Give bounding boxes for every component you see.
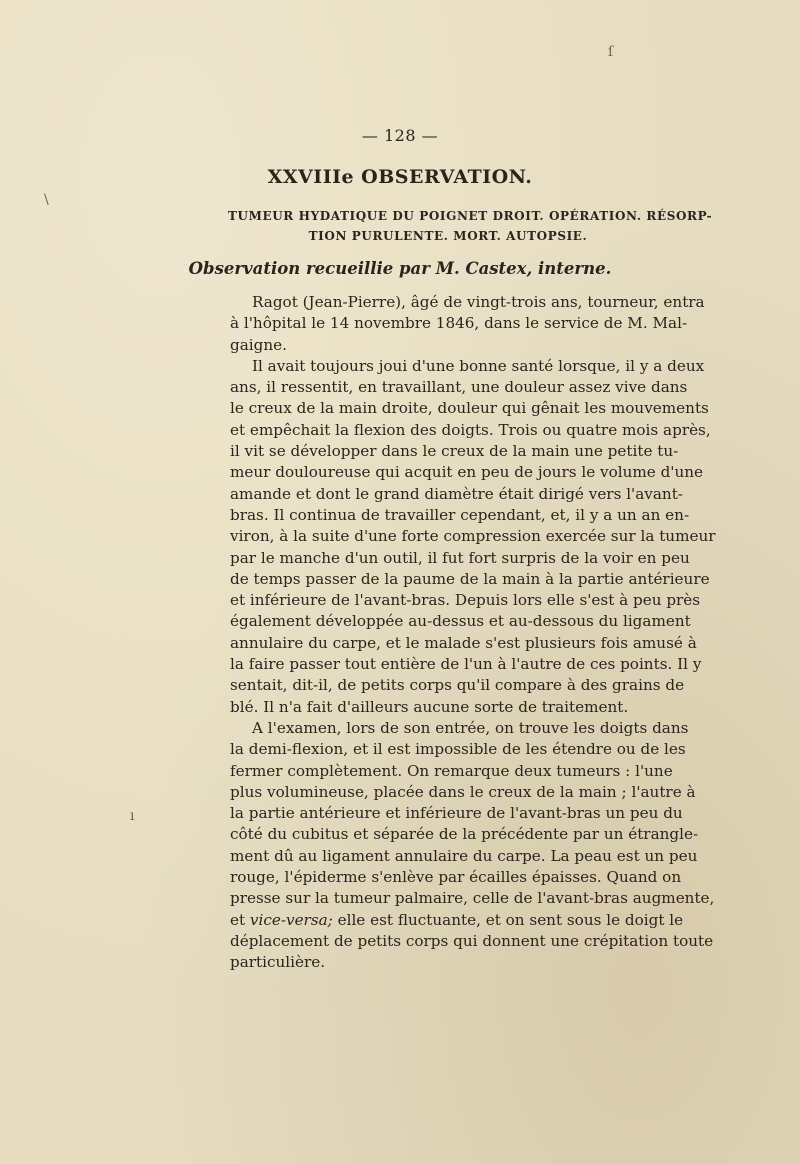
page-number: — 128 — <box>361 126 439 145</box>
text-fragment: elle est fluctuante, et on sent sous le doigt le <box>332 910 684 929</box>
text-line: ment dû au ligament annulaire du carpe. La peau est un peu <box>230 846 698 865</box>
text-line: sentait, dit-il, de petits corps qu'il compare à des grains de <box>230 676 685 695</box>
observation-subtitle <box>228 206 713 246</box>
observation-title: XXVIIIe OBSERVATION. <box>267 166 533 188</box>
text-line: fermer complètement. On remarque deux tumeurs : l'une <box>230 761 673 780</box>
text-line: bras. Il continua de travailler cependant, et, il y a un an en- <box>230 505 690 524</box>
text-line: A l'examen, lors de son entrée, on trouve les doigts dans <box>252 718 689 737</box>
text-line: de temps passer de la paume de la main à la partie antérieure <box>230 569 710 588</box>
text-line: Ragot (Jean-Pierre), âgé de vingt-trois ans, tourneur, entra <box>252 293 705 311</box>
text-line: et inférieure de l'avant-bras. Depuis lors elle s'est à peu près <box>230 591 701 610</box>
text-line: blé. Il n'a fait d'ailleurs aucune sorte de traitement. <box>230 697 629 716</box>
italic-term: vice-versa; <box>249 910 333 929</box>
paper-speck-mark: \ <box>44 192 49 208</box>
paper-speck-mark: ſ <box>608 44 614 60</box>
text-line: déplacement de petits corps qui donnent une crépitation toute <box>230 931 714 950</box>
text-line: la partie antérieure et inférieure de l'avant-bras un peu du <box>230 804 683 823</box>
text-line: et empêchait la flexion des doigts. Trois ou quatre mois après, <box>230 420 711 439</box>
text-line: annulaire du carpe, et le malade s'est plusieurs fois amusé à <box>230 633 697 652</box>
text-line: par le manche d'un outil, il fut fort surpris de la voir en peu <box>230 548 690 567</box>
text-line: la demi-flexion, et il est impossible de les étendre ou de les <box>230 740 686 759</box>
text-line: presse sur la tumeur palmaire, celle de l'avant-bras augmente, <box>230 889 715 908</box>
text-line: amande et dont le grand diamètre était dirigé vers l'avant- <box>230 484 683 503</box>
subtitle-line: TUMEUR HYDATIQUE DU POIGNET DROIT. OPÉRATION. RÉSORP- <box>228 209 713 223</box>
text-line: gaigne. <box>230 335 287 354</box>
text-line: viron, à la suite d'une forte compression exercée sur la tumeur <box>230 527 716 546</box>
observation-credit: Observation recueillie par M. Castex, interne. <box>188 259 612 278</box>
text-line: meur douloureuse qui acquit en peu de jours le volume d'une <box>230 463 704 482</box>
text-line: également développée au-dessus et au-dessous du ligament <box>230 612 691 631</box>
text-line: le creux de la main droite, douleur qui gênait les mouvements <box>230 399 709 418</box>
subtitle-line: TION PURULENTE. MORT. AUTOPSIE. <box>308 229 588 243</box>
text-line: rouge, l'épiderme s'enlève par écailles épaisses. Quand on <box>230 868 682 887</box>
text-line: plus volumineuse, placée dans le creux de la main ; l'autre à <box>230 782 696 801</box>
paper-speck-mark: ı <box>130 808 135 824</box>
text-line: la faire passer tout entière de l'un à l'autre de ces points. Il y <box>230 655 702 674</box>
body-text <box>230 292 716 974</box>
text-fragment: et <box>230 910 250 929</box>
text-line: particulière. <box>230 953 326 972</box>
text-line: ans, il ressentit, en travaillant, une douleur assez vive dans <box>230 378 688 397</box>
text-line: côté du cubitus et séparée de la précédente par un étrangle- <box>230 825 699 844</box>
text-line: à l'hôpital le 14 novembre 1846, dans le service de M. Mal- <box>230 314 688 333</box>
text-line: Il avait toujours joui d'une bonne santé lorsque, il y a deux <box>252 356 705 375</box>
text-line: il vit se développer dans le creux de la main une petite tu- <box>230 442 679 461</box>
text-line-with-italic <box>230 910 684 931</box>
